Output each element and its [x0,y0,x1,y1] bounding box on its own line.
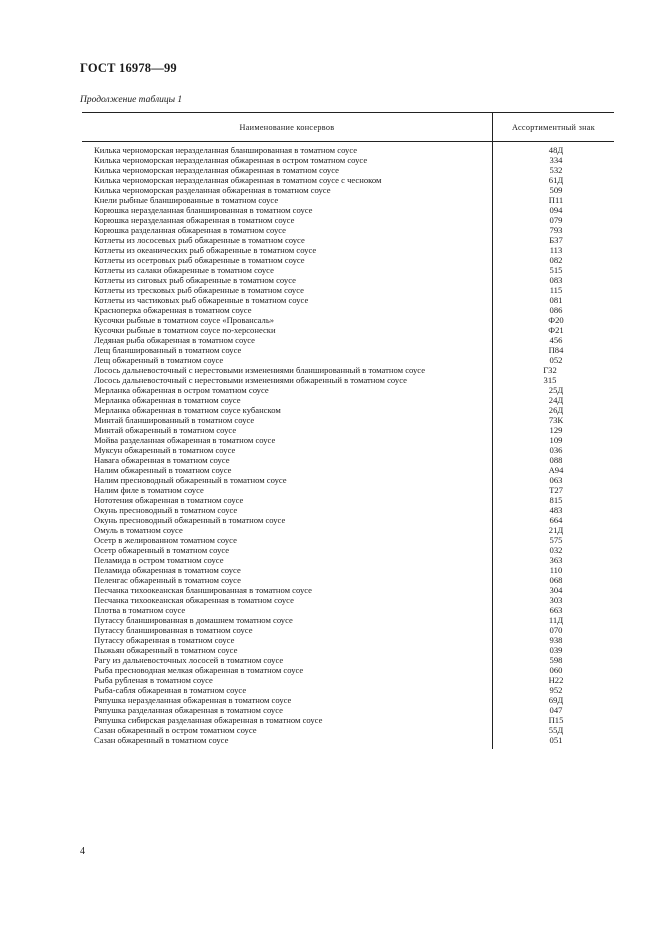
product-name: Минтай бланшированный в томатном соусе [94,415,255,425]
assortment-code: 55Д [548,725,564,735]
table-row [82,375,614,385]
assortment-code: А94 [548,465,564,475]
column-header-code: Ассортиментный знак [511,122,596,132]
table-row [82,625,614,635]
table-row [82,725,614,735]
assortment-code: 11Д [548,615,564,625]
table-row [82,735,614,745]
table-row [82,195,614,205]
assortment-code: Н22 [548,675,564,685]
table-row [82,435,614,445]
table-row [82,645,614,655]
column-divider [492,142,493,749]
table-row [82,675,614,685]
product-name: Мойва разделанная обжаренная в томатном соусе [94,435,276,445]
table-row [82,595,614,605]
product-name: Нототения обжаренная в томатном соусе [94,495,244,505]
assortment-code: 304 [549,585,563,595]
product-name: Минтай обжаренный в томатном соусе [94,425,237,435]
product-name: Котлеты из лососевых рыб обжаренные в томатном соусе [94,235,305,245]
table-row [82,495,614,505]
product-name: Налим обжаренный в томатном соусе [94,465,232,475]
assortment-code: 664 [549,515,563,525]
product-name: Килька черноморская неразделанная обжаренная в томатном соусе [94,165,339,175]
table-header [82,112,614,142]
product-name: Котлеты из частиковых рыб обжаренные в томатном соусе [94,295,309,305]
table-row [82,265,614,275]
table-row [82,365,614,375]
product-name: Ледяная рыба обжаренная в томатном соусе [94,335,255,345]
assortment-code: 575 [549,535,563,545]
table-row [82,295,614,305]
table-row [82,325,614,335]
table-row [82,505,614,515]
table-row [82,165,614,175]
table-row [82,175,614,185]
product-name: Путассу бланшированная в томатном соусе [94,625,253,635]
product-name: Кусочки рыбные в томатном соусе «Провансаль» [94,315,275,325]
assortment-code: 110 [549,565,563,575]
assortment-code: 515 [549,265,563,275]
table-row [82,705,614,715]
product-name: Котлеты из сиговых рыб обжаренные в томатном соусе [94,275,296,285]
product-name: Рыба пресноводная мелкая обжаренная в томатном соусе [94,665,304,675]
assortment-code: 363 [549,555,563,565]
assortment-code: 938 [549,635,563,645]
assortment-code: 69Д [548,695,564,705]
product-name: Мерланка обжаренная в томатном соусе [94,395,241,405]
table-row [82,485,614,495]
table-row [82,695,614,705]
table-row [82,445,614,455]
assortment-code: 113 [549,245,563,255]
assortment-code: 079 [549,215,563,225]
assortment-code: Ф20 [548,315,564,325]
table-row [82,525,614,535]
assortment-code: 303 [549,595,563,605]
assortment-code: Т27 [549,485,563,495]
product-name: Налим пресноводный обжаренный в томатном соусе [94,475,287,485]
products-table [82,112,614,745]
product-name: Путассу бланшированная в домашнем томатном соусе [94,615,293,625]
assortment-code: 081 [549,295,563,305]
assortment-code: 051 [549,735,563,745]
assortment-code: 73К [548,415,564,425]
table-row [82,535,614,545]
table-row [82,655,614,665]
assortment-code: 793 [549,225,563,235]
table-row [82,455,614,465]
table-row [82,285,614,295]
product-name: Налим филе в томатном соусе [94,485,204,495]
product-name: Песчанка тихоокеанская бланшированная в томатном соусе [94,585,312,595]
table-row [82,225,614,235]
product-name: Килька черноморская разделанная обжаренная в томатном соусе [94,185,331,195]
table-row [82,615,614,625]
product-name: Ряпушка неразделанная обжаренная в томатном соусе [94,695,292,705]
product-name: Окунь пресноводный в томатном соусе [94,505,238,515]
product-name: Мерланка обжаренная в томатном соусе кубанском [94,405,281,415]
table-row [82,185,614,195]
table-row [82,415,614,425]
table-row [82,315,614,325]
product-name: Килька черноморская неразделанная бланшированная в томатном соусе [94,145,358,155]
product-name: Красноперка обжаренная в томатном соусе [94,305,252,315]
product-name: Ряпушка сибирская разделанная обжаренная в томатном соусе [94,715,323,725]
table-row [82,585,614,595]
table-row [82,575,614,585]
product-name: Пыжьян обжаренный в томатном соусе [94,645,238,655]
assortment-code: 952 [549,685,563,695]
assortment-code: 815 [549,495,563,505]
table-row [82,425,614,435]
product-name: Корюшка неразделанная обжаренная в томатном соусе [94,215,295,225]
product-name: Сазан обжаренный в остром томатном соусе [94,725,257,735]
assortment-code: 039 [549,645,563,655]
assortment-code: Б37 [549,235,563,245]
table-caption: Продолжение таблицы 1 [80,95,183,105]
table-row [82,245,614,255]
product-name: Сазан обжаренный в томатном соусе [94,735,229,745]
assortment-code: 21Д [548,525,564,535]
product-name: Лосось дальневосточный с нерестовыми изменениями обжаренный в томатном соусе [94,375,407,385]
assortment-code: 083 [549,275,563,285]
assortment-code: 063 [549,475,563,485]
product-name: Пеламида обжаренная в томатном соусе [94,565,241,575]
assortment-code: 032 [549,545,563,555]
table-row [82,395,614,405]
assortment-code: 598 [549,655,563,665]
product-name: Лещ обжаренный в томатном соусе [94,355,224,365]
table-row [82,345,614,355]
table-row [82,215,614,225]
assortment-code: 129 [549,425,563,435]
table-row [82,205,614,215]
assortment-code: 483 [549,505,563,515]
product-name: Рыба-сабля обжаренная в томатном соусе [94,685,247,695]
assortment-code: 25Д [548,385,564,395]
product-name: Ряпушка разделанная обжаренная в томатном соусе [94,705,283,715]
table-row [82,515,614,525]
product-name: Котлеты из салаки обжаренные в томатном соусе [94,265,274,275]
table-row [82,145,614,155]
assortment-code: 24Д [548,395,564,405]
product-name: Килька черноморская неразделанная обжаренная в томатном соусе с чесноком [94,175,382,185]
product-name: Кусочки рыбные в томатном соусе по-херсонески [94,325,276,335]
product-name: Рагу из дальневосточных лососей в томатном соусе [94,655,284,665]
table-row [82,715,614,725]
assortment-code: 086 [549,305,563,315]
table-row [82,685,614,695]
assortment-code: 456 [549,335,563,345]
product-name: Лещ бланшированный в томатном соусе [94,345,242,355]
assortment-code: 109 [549,435,563,445]
assortment-code: Г32 [543,365,557,375]
assortment-code: 509 [549,185,563,195]
table-row [82,465,614,475]
page-number: 4 [80,846,85,857]
assortment-code: 115 [549,285,563,295]
product-name: Окунь пресноводный обжаренный в томатном соусе [94,515,286,525]
product-name: Котлеты из океанических рыб обжаренные в томатном соусе [94,245,317,255]
assortment-code: П15 [548,715,564,725]
assortment-code: 61Д [548,175,564,185]
product-name: Килька черноморская неразделанная обжаренная в остром томатном соусе [94,155,368,165]
product-name: Корюшка разделанная обжаренная в томатном соусе [94,225,286,235]
table-row [82,275,614,285]
table-row [82,155,614,165]
table-row [82,335,614,345]
product-name: Омуль в томатном соусе [94,525,183,535]
table-row [82,635,614,645]
product-name: Котлеты из осетровых рыб обжаренные в томатном соусе [94,255,305,265]
assortment-code: 088 [549,455,563,465]
product-name: Песчанка тихоокеанская обжаренная в томатном соусе [94,595,294,605]
assortment-code: 070 [549,625,563,635]
assortment-code: 315 [543,375,557,385]
product-name: Лосось дальневосточный с нерестовыми изменениями бланшированный в томатном соусе [94,365,426,375]
table-row [82,405,614,415]
table-row [82,545,614,555]
assortment-code: 48Д [548,145,564,155]
assortment-code: 082 [549,255,563,265]
product-name: Котлеты из тресковых рыб обжаренные в томатном соусе [94,285,304,295]
table-row [82,255,614,265]
product-name: Муксун обжаренный в томатном соусе [94,445,236,455]
product-name: Плотва в томатном соусе [94,605,186,615]
product-name: Рыба рубленая в томатном соусе [94,675,213,685]
product-name: Мерланка обжаренная в остром томатном соусе [94,385,269,395]
table-row [82,555,614,565]
assortment-code: 047 [549,705,563,715]
assortment-code: 094 [549,205,563,215]
assortment-code: 334 [549,155,563,165]
table-row [82,385,614,395]
assortment-code: 036 [549,445,563,455]
assortment-code: 663 [549,605,563,615]
product-name: Пеламида в остром томатном соусе [94,555,224,565]
assortment-code: П84 [548,345,564,355]
table-row [82,235,614,245]
table-row [82,565,614,575]
table-row [82,665,614,675]
table-row [82,355,614,365]
table-row [82,605,614,615]
assortment-code: Ф21 [548,325,564,335]
product-name: Пеленгас обжаренный в томатном соусе [94,575,241,585]
product-name: Кнели рыбные бланшированные в томатном соусе [94,195,279,205]
product-name: Осетр обжаренный в томатном соусе [94,545,230,555]
table-row [82,305,614,315]
assortment-code: П11 [548,195,564,205]
assortment-code: 26Д [548,405,564,415]
product-name: Путассу обжаренная в томатном соусе [94,635,235,645]
product-name: Навага обжаренная в томатном соусе [94,455,230,465]
table-row [82,475,614,485]
product-name: Корюшка неразделанная бланшированная в томатном соусе [94,205,313,215]
table-body [82,142,614,745]
document-header: ГОСТ 16978—99 [80,61,177,75]
assortment-code: 060 [549,665,563,675]
assortment-code: 068 [549,575,563,585]
product-name: Осетр в желированном томатном соусе [94,535,237,545]
assortment-code: 532 [549,165,563,175]
column-header-name: Наименование консервов [82,113,493,141]
assortment-code: 052 [549,355,563,365]
